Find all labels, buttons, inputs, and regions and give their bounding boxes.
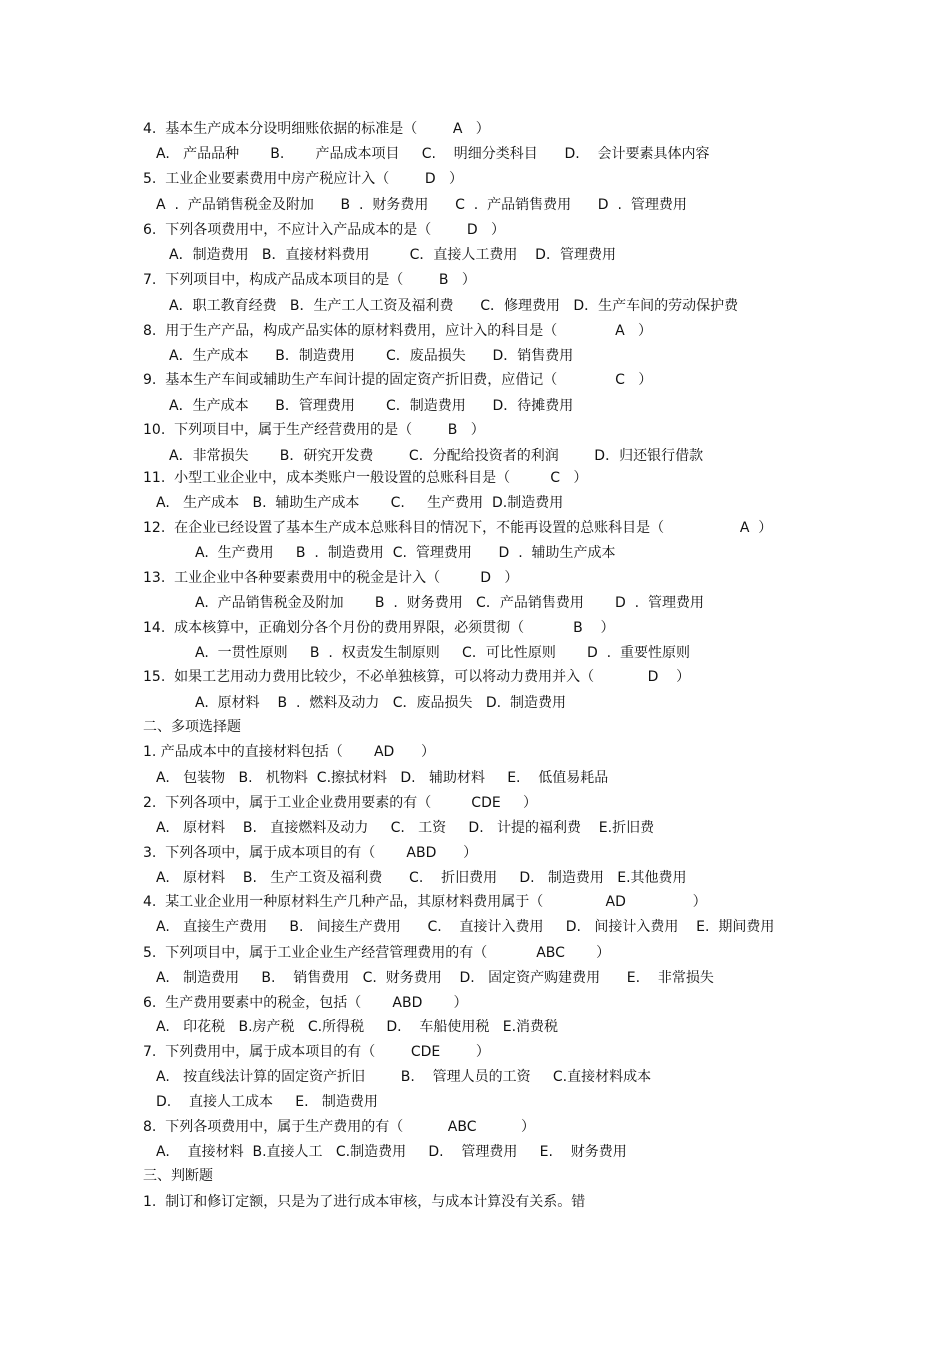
question-11-options: A. 生产成本 B. 辅助生产成本 C. 生产费用 D.制造费用 xyxy=(156,495,564,511)
question-14-options: A. 一贯性原则 B . 权责发生制原则 C．可比性原则 D . 重要性原则 xyxy=(195,645,690,661)
question-12: 12. 在企业已经设置了基本生产成本总账科目的情况下，不能再设置的总账科目是（ A ） xyxy=(143,520,773,536)
question-7: 7. 下列项目中，构成产品成本项目的是（ B ） xyxy=(143,272,476,288)
mc-question-5-options: A. 制造费用 B. 销售费用 C. 财务费用 D. 固定资产购建费用 E. 非常损失 xyxy=(156,970,714,986)
mc-question-6: 6. 生产费用要素中的税金，包括（ ABD ） xyxy=(143,995,468,1011)
question-10-options: A．非常损失 B．研究开发费 C．分配给投资者的利润 D．归还银行借款 xyxy=(169,448,704,464)
section-true-false-heading: 三、判断题 xyxy=(143,1168,213,1184)
mc-question-1-options: A. 包装物 B. 机物料 C.擦拭材料 D. 辅助材料 E. 低值易耗品 xyxy=(156,770,609,786)
mc-question-3-options: A. 原材料 B. 生产工资及福利费 C. 折旧费用 D. 制造费用 E.其他费用 xyxy=(156,870,687,886)
mc-question-7-options-line2: D. 直接人工成本 E. 制造费用 xyxy=(156,1094,378,1110)
question-4: 4. 基本生产成本分设明细账依据的标准是（ A ） xyxy=(143,121,490,137)
question-5-options: A . 产品销售税金及附加 B . 财务费用 C . 产品销售费用 D . 管理费用 xyxy=(156,197,687,213)
question-13-options: A. 产品销售税金及附加 B . 财务费用 C．产品销售费用 D . 管理费用 xyxy=(195,595,704,611)
question-4-options: A. 产品品种 B. 产品成本项目 C. 明细分类科目 D. 会计要素具体内容 xyxy=(156,146,710,162)
mc-question-3: 3. 下列各项中，属于成本项目的有（ ABD ） xyxy=(143,845,478,861)
question-14: 14. 成本核算中，正确划分各个月份的费用界限，必须贯彻（ B ） xyxy=(143,620,615,636)
mc-question-1: 1. 产品成本中的直接材料包括（ AD ） xyxy=(143,744,436,760)
question-12-options: A. 生产费用 B . 制造费用 C. 管理费用 D . 辅助生产成本 xyxy=(195,545,616,561)
mc-question-8: 8. 下列各项费用中，属于生产费用的有（ ABC ） xyxy=(143,1119,535,1135)
question-8: 8. 用于生产产品，构成产品实体的原材料费用，应计入的科目是（ A ） xyxy=(143,323,653,339)
mc-question-4-options: A. 直接生产费用 B. 间接生产费用 C. 直接计入费用 D. 间接计入费用 E. 期间费用 xyxy=(156,919,775,935)
mc-question-4: 4. 某工业企业用一种原材料生产几种产品，其原材料费用属于（ AD ） xyxy=(143,894,707,910)
question-9-options: A．生产成本 B．管理费用 C．制造费用 D．待摊费用 xyxy=(169,398,574,414)
mc-question-5: 5. 下列项目中，属于工业企业生产经营管理费用的有（ ABC ） xyxy=(143,945,611,961)
question-15: 15. 如果工艺用动力费用比较少，不必单独核算，可以将动力费用并入（ D ） xyxy=(143,669,691,685)
mc-question-7-options-line1: A. 按直线法计算的固定资产折旧 B. 管理人员的工资 C.直接材料成本 xyxy=(156,1069,652,1085)
tf-question-1: 1. 制订和修订定额，只是为了进行成本审核，与成本计算没有关系。错 xyxy=(143,1194,586,1210)
question-8-options: A．生产成本 B．制造费用 C．废品损失 D．销售费用 xyxy=(169,348,574,364)
question-6-options: A．制造费用 B．直接材料费用 C．直接人工费用 D．管理费用 xyxy=(169,247,616,263)
mc-question-8-options: A. 直接材料 B.直接人工 C.制造费用 D. 管理费用 E. 财务费用 xyxy=(156,1144,627,1160)
mc-question-2: 2. 下列各项中，属于工业企业费用要素的有（ CDE ） xyxy=(143,795,537,811)
question-5: 5. 工业企业要素费用中房产税应计入（ D ） xyxy=(143,171,463,187)
question-9: 9. 基本生产车间或辅助生产车间计提的固定资产折旧费，应借记（ C ） xyxy=(143,372,653,388)
question-11: 11. 小型工业企业中，成本类账户一般设置的总账科目是（ C ） xyxy=(143,470,588,486)
mc-question-2-options: A. 原材料 B. 直接燃料及动力 C. 工资 D. 计提的福利费 E.折旧费 xyxy=(156,820,655,836)
question-10: 10. 下列项目中，属于生产经营费用的是（ B ） xyxy=(143,422,485,438)
mc-question-6-options: A. 印花税 B.房产税 C.所得税 D. 车船使用税 E.消费税 xyxy=(156,1019,559,1035)
section-multiple-choice-heading: 二、多项选择题 xyxy=(143,719,241,735)
mc-question-7: 7. 下列费用中，属于成本项目的有（ CDE ） xyxy=(143,1044,490,1060)
question-13: 13. 工业企业中各种要素费用中的税金是计入（ D ） xyxy=(143,570,519,586)
question-6: 6. 下列各项费用中，不应计入产品成本的是（ D ） xyxy=(143,222,505,238)
question-7-options: A．职工教育经费 B．生产工人工资及福利费 C．修理费用 D．生产车间的劳动保护费 xyxy=(169,298,739,314)
question-15-options: A. 原材料 B . 燃料及动力 C．废品损失 D. 制造费用 xyxy=(195,695,566,711)
